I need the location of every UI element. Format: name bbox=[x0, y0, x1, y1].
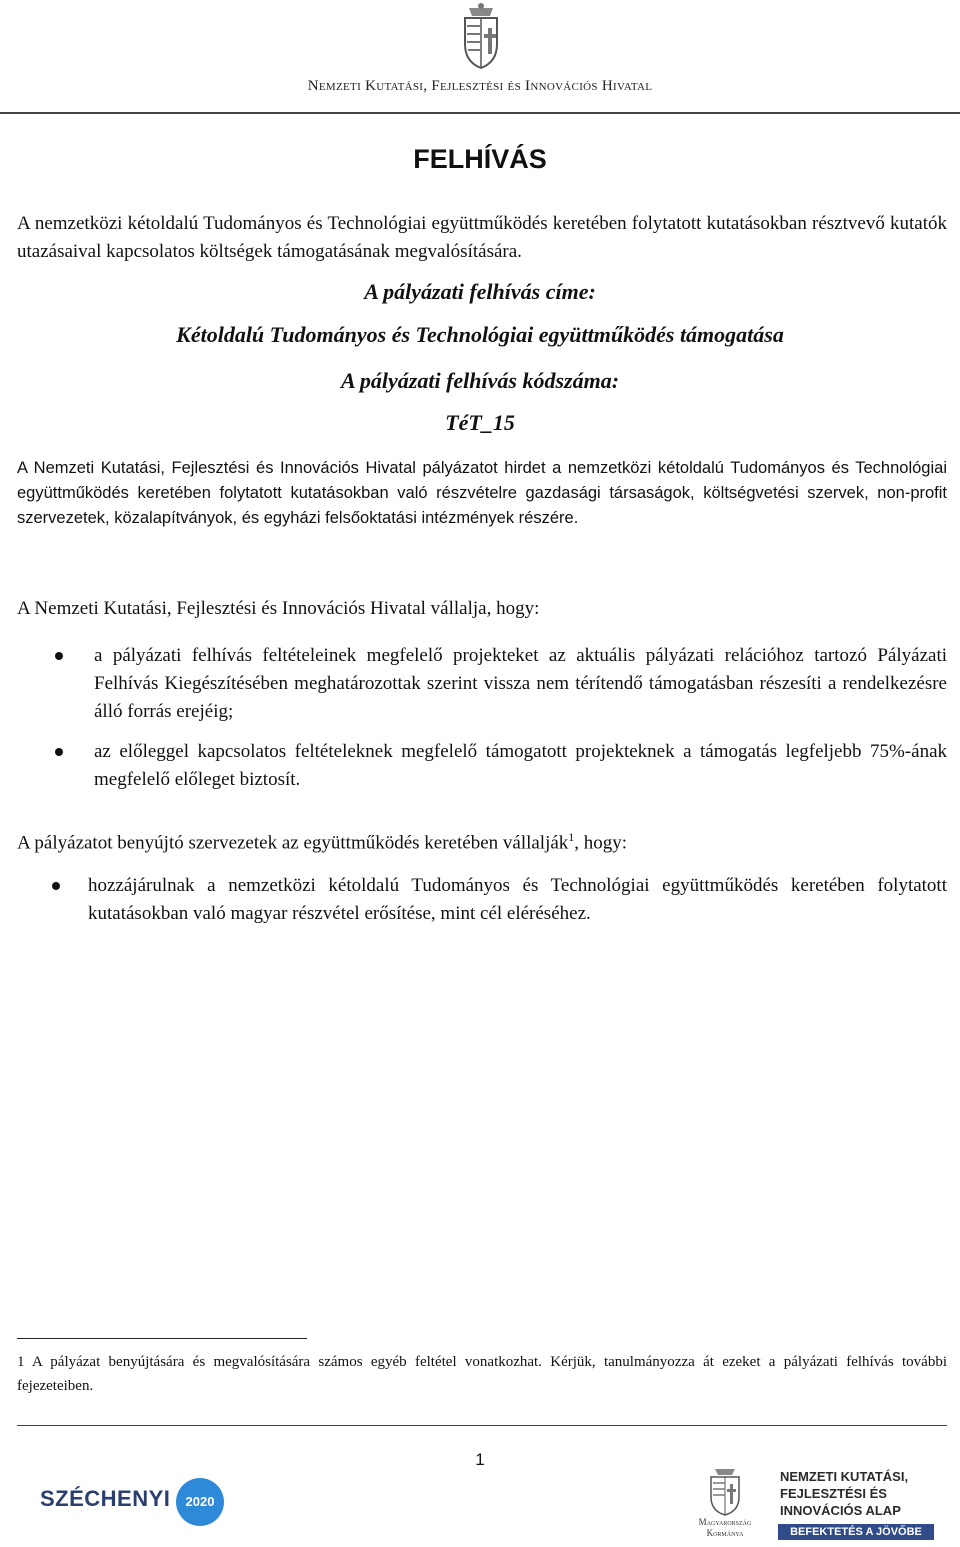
footnote-reference[interactable]: 1 bbox=[568, 830, 575, 844]
fund-line-2: FEJLESZTÉSI ÉS bbox=[780, 1486, 887, 1501]
szechenyi-badge-icon bbox=[176, 1478, 224, 1526]
call-code-label: A pályázati felhívás kódszáma: bbox=[340, 368, 620, 393]
document-title: FELHÍVÁS bbox=[413, 144, 547, 174]
footnote-text: A pályázat benyújtására és megvalósítására számos egyéb feltétel vonatkozhat. Kérjük, tanulmányozza át ezeket a pályázati felhívás további fejezeteiben. bbox=[17, 1354, 947, 1394]
call-title-label: A pályázati felhívás címe: bbox=[364, 279, 596, 304]
applicant-commitment-intro bbox=[17, 830, 947, 854]
intro-paragraph: A nemzetközi kétoldalú Tudományos és Technológiai együttműködés keretében folytatott kutatásokban résztvevő kutatók utazásaival kapcsolatos költségek támogatásának megvalósítására. bbox=[17, 213, 947, 262]
szechenyi-label: SZÉCHENYI bbox=[40, 1486, 171, 1511]
fund-line-3: INNOVÁCIÓS ALAP bbox=[780, 1503, 901, 1518]
header-divider bbox=[0, 112, 960, 114]
nkfi-fund-name bbox=[780, 1468, 940, 1519]
call-code-value: TéT_15 bbox=[445, 410, 515, 435]
footnote-divider bbox=[17, 1338, 307, 1339]
list-item-text: hozzájárulnak a nemzetközi kétoldalú Tudományos és Technológiai együttműködés keretében folytatott kutatásokban való magyar részvétel erősítése, mint cél eléréséhez. bbox=[88, 875, 947, 924]
page-number: 1 bbox=[475, 1450, 485, 1469]
announcement-paragraph: A Nemzeti Kutatási, Fejlesztési és Innovációs Hivatal pályázatot hirdet a nemzetközi kétoldalú Tudományos és Technológiai együttműködés keretében folytatott kutatásokban való részvételre gazdasági társaságok, költségvetési szervek, non-profit szervezetek, közalapítványok, és egyházi felsőoktatási intézmények részére. bbox=[17, 459, 947, 527]
government-logo bbox=[680, 1467, 770, 1545]
szechenyi-year: 2020 bbox=[185, 1494, 215, 1509]
list-item-text: az előleggel kapcsolatos feltételeknek megfelelő támogatott projekteknek a támogatás legfeljebb 75%-ának megfelelő előleget biztosít. bbox=[94, 741, 947, 790]
szechenyi-2020-logo bbox=[40, 1480, 240, 1524]
fund-line-1: NEMZETI KUTATÁSI, bbox=[780, 1469, 909, 1484]
footnote bbox=[17, 1350, 947, 1398]
fund-tagline: BEFEKTETÉS A JÖVŐBE bbox=[778, 1524, 934, 1540]
applicant-commitment-suffix: , hogy: bbox=[574, 832, 628, 854]
coat-of-arms-icon bbox=[455, 2, 507, 74]
call-title-value: Kétoldalú Tudományos és Technológiai együttműködés támogatása bbox=[176, 322, 784, 347]
government-label-line-2: Kormánya bbox=[706, 1528, 744, 1538]
applicant-commitment-text: A pályázatot benyújtó szervezetek az együttműködés keretében vállalják bbox=[17, 832, 569, 854]
government-coat-of-arms-icon bbox=[703, 1467, 747, 1517]
bullet-icon bbox=[55, 748, 63, 756]
commitment-intro: A Nemzeti Kutatási, Fejlesztési és Innovációs Hivatal vállalja, hogy: bbox=[17, 598, 540, 619]
bullet-icon bbox=[55, 652, 63, 660]
footer-divider bbox=[17, 1425, 947, 1426]
header-organization-name: Nemzeti Kutatási, Fejlesztési és Innovációs Hivatal bbox=[307, 78, 653, 94]
footnote-number: 1 bbox=[17, 1354, 25, 1370]
list-item-text: a pályázati felhívás feltételeinek megfelelő projekteket az aktuális pályázati relációhoz tartozó Pályázati Felhívás Kiegészítésében meghatározottak szerint vissza nem térítendő támogatásban részesíti a rendelkezésre álló forrás erejéig; bbox=[94, 645, 947, 722]
bullet-icon bbox=[52, 882, 60, 890]
government-label-line-1: Magyarország bbox=[698, 1517, 752, 1527]
